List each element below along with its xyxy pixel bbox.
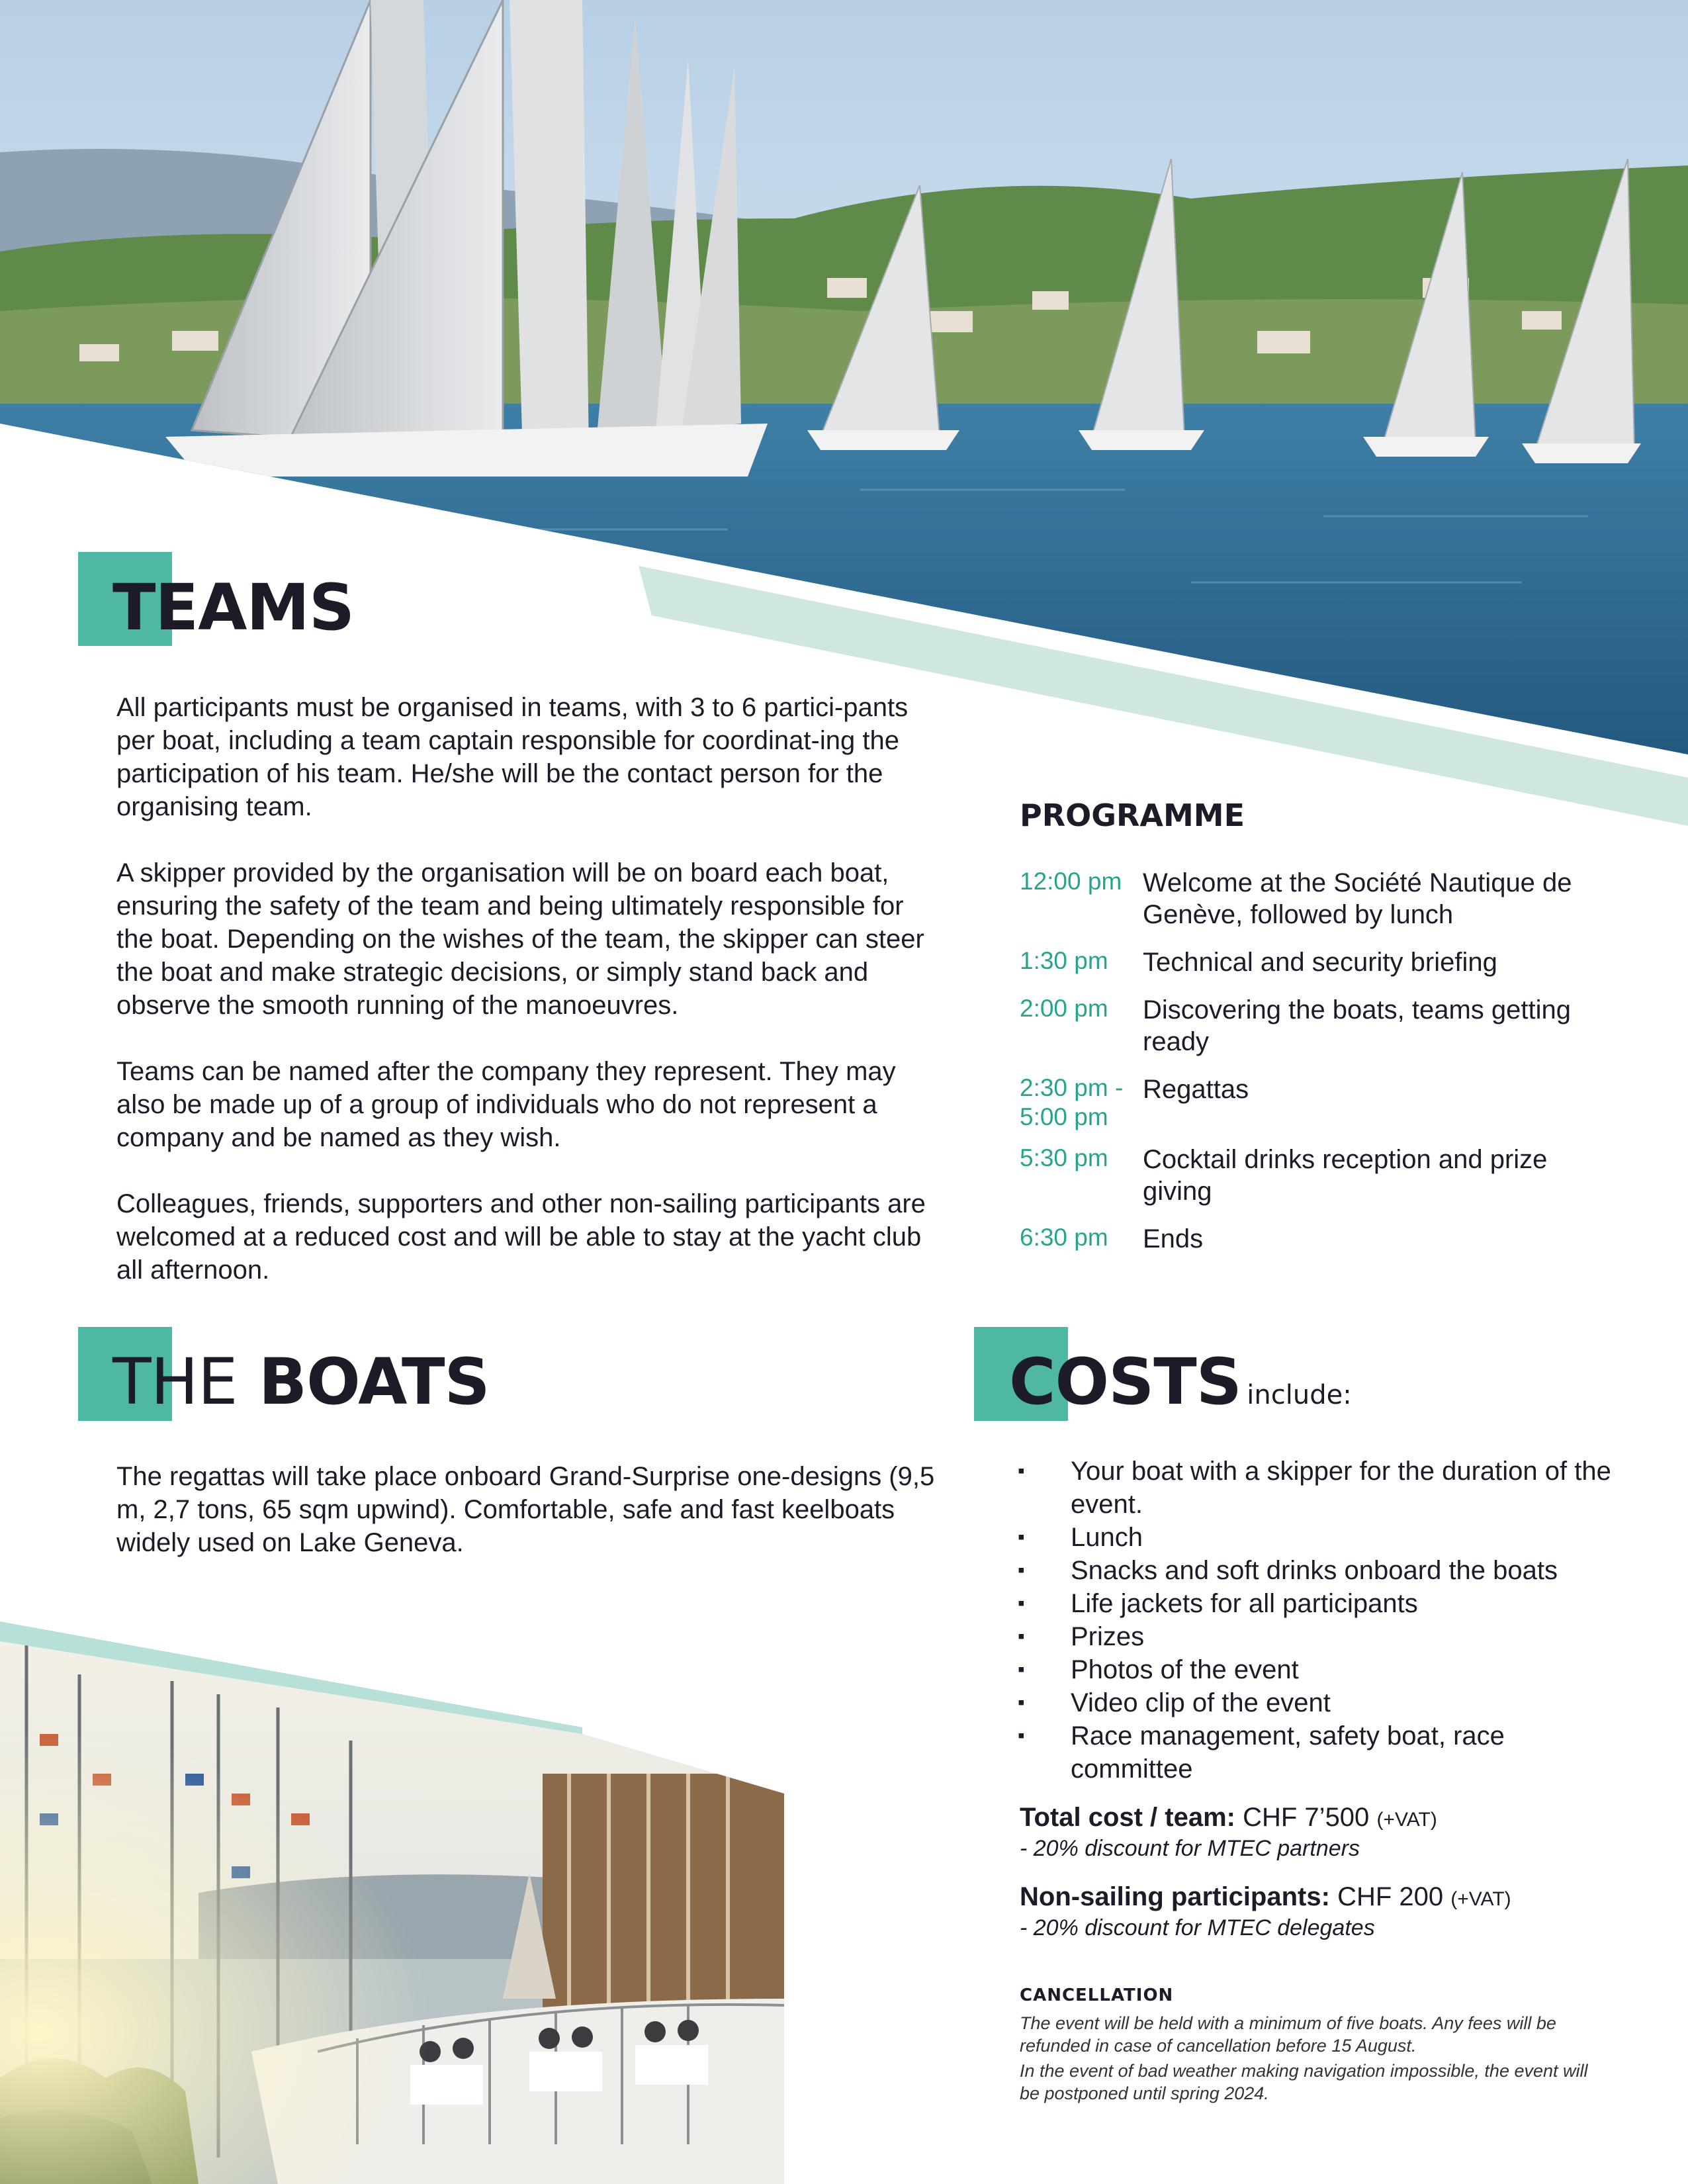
nonsailing-cost-vat: (+VAT) — [1450, 1888, 1511, 1910]
total-cost-discount: - 20% discount for MTEC partners — [1020, 1836, 1360, 1861]
costs-heading-title: COSTS — [1009, 1345, 1241, 1419]
programme-time: 1:30 pm — [1020, 947, 1108, 974]
programme-desc: Cocktail drinks reception and prize giving — [1143, 1145, 1548, 1206]
cancellation-line: The event will be held with a minimum of five boats. Any fees will be refunded in case of cancellation before 15 August. — [1020, 2013, 1556, 2056]
list-item: ▪ Race management, safety boat, race committee — [1018, 1719, 1613, 1786]
boats-heading-bold: BOATS — [258, 1345, 490, 1419]
programme-desc: Welcome at the Société Nautique de Genève, followed by lunch — [1143, 868, 1572, 929]
costs-heading — [1009, 1345, 1352, 1419]
total-cost-value: CHF 7’500 — [1243, 1803, 1370, 1832]
nonsailing-cost-label: Non-sailing participants: — [1020, 1882, 1330, 1911]
teams-body — [116, 691, 937, 1320]
teams-paragraph: A skipper provided by the organisation will be on board each boat, ensuring the safety of the team and being ultimately responsible for the boat. Depending on the wishes of the team, the skipper can steer the boat and make strategic decisions, or simply stand back and observe the smooth running of the manoeuvres. — [116, 858, 924, 1020]
list-item: ▪ Prizes — [1018, 1620, 1613, 1653]
teams-paragraph: Colleagues, friends, supporters and other non-sailing participants are welcomed at a reduced cost and will be able to stay at the yacht club all afternoon. — [116, 1189, 926, 1285]
total-cost-label: Total cost / team: — [1020, 1803, 1235, 1832]
programme-time: 2:00 pm — [1020, 995, 1108, 1022]
costs-subheading: include: — [1247, 1380, 1352, 1410]
total-cost — [1020, 1801, 1615, 1836]
teams-paragraph: All participants must be organised in teams, with 3 to 6 partici-pants per boat, including a team captain responsible for coordinat-ing the participation of his team. He/she will be the contact person for the organising team. — [116, 693, 909, 821]
list-item: ▪ Photos of the event — [1018, 1653, 1613, 1686]
cancellation-line: In the event of bad weather making navigation impossible, the event will be postponed until spring 2024. — [1020, 2061, 1588, 2103]
teams-paragraph: Teams can be named after the company they represent. They may also be made up of a group of individuals who do not represent a company and be named as they wish. — [116, 1057, 896, 1152]
terrace-photo — [0, 1575, 784, 2184]
programme-time: 12:00 pm — [1020, 868, 1122, 895]
nonsailing-cost-discount: - 20% discount for MTEC delegates — [1020, 1915, 1375, 1940]
programme-time: 6:30 pm — [1020, 1224, 1108, 1251]
list-item: ▪ Video clip of the event — [1018, 1686, 1613, 1719]
programme-time: 2:30 pm - 5:00 pm — [1020, 1074, 1124, 1130]
programme-desc: Discovering the boats, teams getting ready — [1143, 995, 1572, 1056]
cancellation-text — [1020, 2012, 1589, 2105]
nonsailing-cost — [1020, 1881, 1615, 1915]
programme-desc: Ends — [1143, 1224, 1204, 1253]
boats-heading — [112, 1345, 490, 1419]
list-item: ▪ Snacks and soft drinks onboard the boats — [1018, 1554, 1613, 1587]
programme-title: PROGRAMME — [1020, 797, 1245, 833]
list-item: ▪ Your boat with a skipper for the duration of the event. — [1018, 1455, 1613, 1521]
boats-heading-light: THE — [112, 1345, 238, 1419]
boats-body: The regattas will take place onboard Grand-Surprise one-designs (9,5 m, 2,7 tons, 65 sqm upwind). Comfortable, safe and fast keelboats widely used on Lake Geneva. — [116, 1462, 935, 1557]
total-cost-vat: (+VAT) — [1376, 1809, 1437, 1831]
programme-section — [1020, 797, 1615, 1261]
cancellation-title: CANCELLATION — [1020, 1985, 1174, 2005]
costs-list — [1018, 1455, 1613, 1786]
programme-desc: Technical and security briefing — [1143, 948, 1497, 977]
nonsailing-cost-value: CHF 200 — [1337, 1882, 1444, 1911]
programme-time: 5:30 pm — [1020, 1144, 1108, 1171]
list-item: ▪ Life jackets for all participants — [1018, 1587, 1613, 1620]
teams-heading: TEAMS — [112, 570, 355, 645]
programme-desc: Regattas — [1143, 1075, 1249, 1104]
list-item: ▪ Lunch — [1018, 1521, 1613, 1554]
